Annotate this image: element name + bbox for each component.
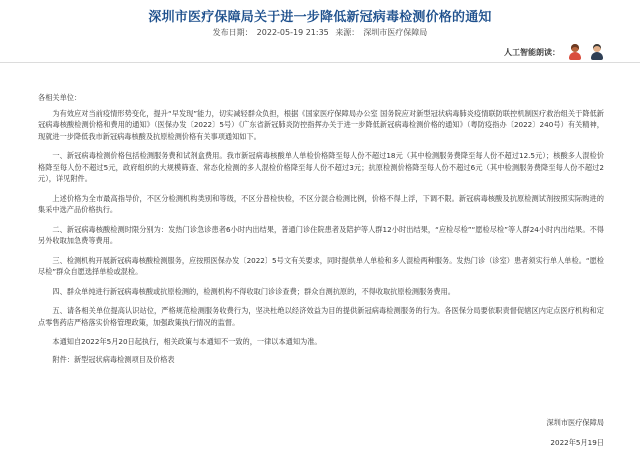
female-reader-avatar-icon[interactable] xyxy=(568,44,582,60)
publish-label: 发布日期： xyxy=(212,28,253,37)
male-reader-avatar-icon[interactable] xyxy=(590,44,604,60)
paragraph-2: 二、新冠病毒核酸检测时限分别为：发热门诊急诊患者6小时内出结果，普通门诊住院患者及陪护等人群12小时出结果，“应检尽检”“愿检尽检”等人群24小时内出结果。不得另外收取加急费等费用。 xyxy=(38,224,604,245)
signature-org: 深圳市医疗保障局 xyxy=(546,418,604,427)
ai-reader-label: 人工智能朗读： xyxy=(504,47,560,57)
paragraph-3: 三、检测机构开展新冠病毒核酸检测服务，应按照医保办发〔2022〕5号文有关要求，同时提供单人单检和多人混检两种服务。发热门诊（诊室）患者须实行单人单检。“愿检尽检”群众自愿选择单检或混检。 xyxy=(38,255,604,276)
article-title: 深圳市医疗保障局关于进一步降低新冠病毒检测价格的通知 xyxy=(148,10,492,25)
ai-reader-bar xyxy=(504,44,604,60)
paragraph-1-note: 上述价格为全市最高指导价，不区分检测机构类别和等级，不区分普检快检，不区分混合检测比例，价格不得上浮，下调不限。新冠病毒核酸及抗原检测试剂按照实际购进的集采中选产品价格执行。 xyxy=(38,193,604,214)
paragraph-5: 五、请各相关单位提高认识站位，严格规范检测服务收费行为，坚决杜绝以经济效益为目的提供新冠病毒检测服务的行为。各医保分局要依职责督促辖区内定点医疗机构和定点零售药店严格落实价格管理政策，加强政策执行情况的监督。 xyxy=(38,306,604,327)
signature-date: 2022年5月19日 xyxy=(550,438,604,447)
publish-date: 2022-05-19 21:35 xyxy=(256,28,329,37)
attachment-line[interactable]: 附件：新型冠状病毒检测项目及价格表 xyxy=(52,354,175,364)
article-body xyxy=(38,92,604,371)
paragraph-intro: 为有效应对当前疫情形势变化，提升“早发现”能力，切实减轻群众负担，根据《国家医疗保障局办公室 国务院应对新型冠状病毒肺炎疫情联防联控机制医疗救治组关于降低新冠病毒核酸检测价格和费用的通知》（医保办发〔2022〕5号）《广东省新冠肺炎防控指挥办关于进一步降低新冠病毒检测价格的通知》（粤防疫指办〔2022〕240号）有关精神，现就进一步降低我市新冠病毒核酸及抗原检测价格有关事项通知如下。 xyxy=(38,108,604,141)
paragraph-1: 一、新冠病毒检测价格包括检测服务费和试剂盒费用。我市新冠病毒核酸单人单检价格降至每人份不超过18元（其中检测服务费降至每人份不超过12.5元）；核酸多人混检价格降至每人份不超过5元，政府组织的大规模筛查、常态化检测的多人混检价格降至每人份不超过3元；抗原检测价格降至每人份不超过6元（其中检测服务费降至每人份不超过2元），详见附件。 xyxy=(38,151,604,183)
article-meta xyxy=(0,27,640,38)
salutation: 各相关单位： xyxy=(38,93,82,102)
source-name: 深圳市医疗保障局 xyxy=(363,28,428,37)
paragraph-4: 四、群众单纯进行新冠病毒核酸或抗原检测的，检测机构不得收取门诊诊查费；群众自测抗原的，不得收取抗原检测服务费用。 xyxy=(52,286,455,296)
source-label: 来源： xyxy=(335,28,360,37)
header-divider xyxy=(0,62,640,63)
paragraph-effective-date: 本通知自2022年5月20日起执行，相关政策与本通知不一致的，一律以本通知为准。 xyxy=(52,337,322,346)
